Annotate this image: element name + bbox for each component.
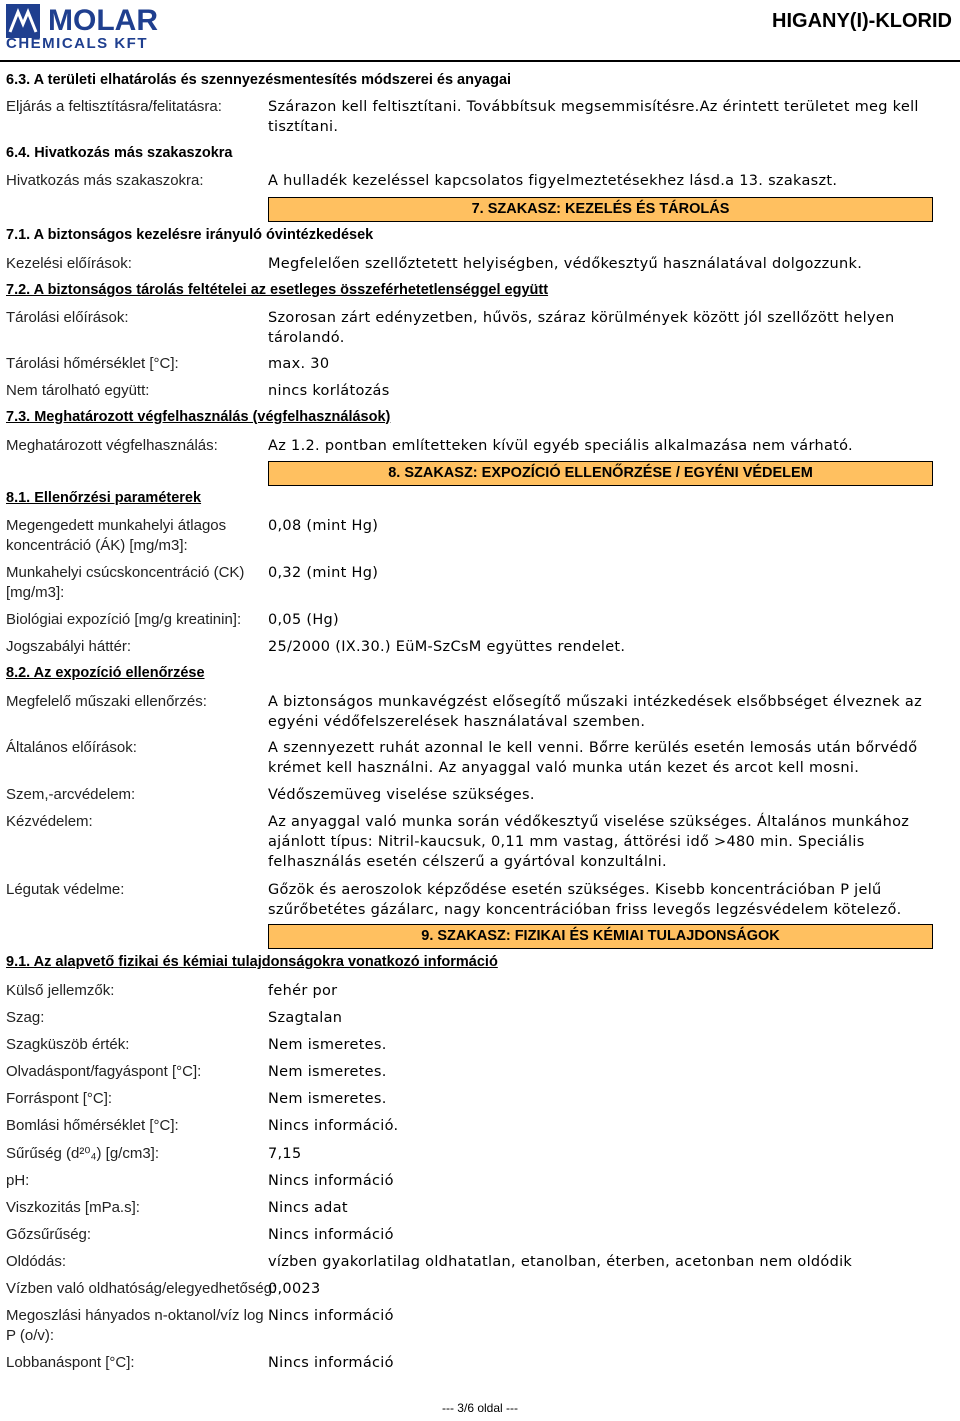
odor-label: Szag: bbox=[6, 1009, 45, 1026]
water-solubility-value: 0,0023 bbox=[268, 1281, 321, 1297]
hand-protection-label: Kézvédelem: bbox=[6, 813, 93, 830]
handling-label: Kezelési előírások: bbox=[6, 255, 132, 272]
partition-coefficient-label: Megoszlási hányados n-oktanol/víz log P (o/v): bbox=[6, 1307, 264, 1344]
section-8-banner: 8. SZAKASZ: EXPOZÍCIÓ ELLENŐRZÉSE / EGYÉNI VÉDELEM bbox=[268, 461, 933, 486]
decomposition-label: Bomlási hőmérséklet [°C]: bbox=[6, 1117, 179, 1134]
respiratory-value: Gőzök és aeroszolok képződése esetén szükséges. Kisebb koncentrációban P jelű szűrőbetétes gázálarc, nagy koncentrációban friss levegős legzésvédelem kötelező. bbox=[268, 882, 902, 918]
odor-threshold-value: Nem ismeretes. bbox=[268, 1037, 387, 1053]
appearance-label: Külső jellemzők: bbox=[6, 982, 115, 999]
flash-point-value: Nincs információ bbox=[268, 1355, 394, 1371]
eye-protection-value: Védőszemüveg viselése szükséges. bbox=[268, 787, 535, 803]
engineering-control-label: Megfelelő műszaki ellenőrzés: bbox=[6, 693, 207, 710]
partition-coefficient-value: Nincs információ bbox=[268, 1308, 394, 1324]
storage-temp-label: Tárolási hőmérséklet [°C]: bbox=[6, 355, 179, 372]
density-label: Sűrűség (d²⁰₄) [g/cm3]: bbox=[6, 1145, 160, 1162]
density-value: 7,15 bbox=[268, 1146, 302, 1162]
vapor-density-value: Nincs információ bbox=[268, 1227, 394, 1243]
section-7-3-heading: 7.3. Meghatározott végfelhasználás (végfelhasználások) bbox=[6, 409, 391, 425]
section-8-1-heading: 8.1. Ellenőrzési paraméterek bbox=[6, 490, 202, 506]
legal-label: Jogszabályi háttér: bbox=[6, 638, 132, 655]
page-header bbox=[0, 0, 960, 60]
section-9-1-heading: 9.1. Az alapvető fizikai és kémiai tulajdonságokra vonatkozó információ bbox=[6, 954, 498, 970]
ph-value: Nincs információ bbox=[268, 1173, 394, 1189]
respiratory-label: Légutak védelme: bbox=[6, 881, 125, 898]
boiling-point-value: Nem ismeretes. bbox=[268, 1091, 387, 1107]
hand-protection-value: Az anyaggal való munka során védőkesztyű viselése szükséges. Általános munkához ajánlott típus: Nitril-kaucsuk, 0,11 mm vastag, áttörési idő >480 min. Speciális felhasználás esetén célszerű a gyártóval konzultálni. bbox=[268, 814, 910, 870]
bio-exposure-label: Biológiai expozíció [mg/g kreatinin]: bbox=[6, 611, 242, 628]
header-divider bbox=[0, 60, 960, 62]
viscosity-value: Nincs adat bbox=[268, 1200, 348, 1216]
melting-point-label: Olvadáspont/fagyáspont [°C]: bbox=[6, 1063, 202, 1080]
bio-exposure-value: 0,05 (Hg) bbox=[268, 612, 340, 628]
ak-label: Megengedett munkahelyi átlagos koncentráció (ÁK) [mg/m3]: bbox=[6, 517, 227, 554]
end-use-label: Meghatározott végfelhasználás: bbox=[6, 437, 218, 454]
reference-value: A hulladék kezeléssel kapcsolatos figyelmeztetésekhez lásd.a 13. szakaszt. bbox=[268, 173, 838, 189]
section-7-1-heading: 7.1. A biztonságos kezelésre irányuló óvintézkedések bbox=[6, 227, 374, 243]
incompatible-value: nincs korlátozás bbox=[268, 383, 390, 399]
legal-value: 25/2000 (IX.30.) EüM-SzCsM együttes rendelet. bbox=[268, 639, 626, 655]
storage-label: Tárolási előírások: bbox=[6, 309, 129, 326]
storage-temp-value: max. 30 bbox=[268, 356, 330, 372]
boiling-point-label: Forráspont [°C]: bbox=[6, 1090, 113, 1107]
section-6-3-heading: 6.3. A területi elhatárolás és szennyezésmentesítés módszerei és anyagai bbox=[6, 72, 512, 88]
melting-point-value: Nem ismeretes. bbox=[268, 1064, 387, 1080]
end-use-value: Az 1.2. pontban említetteken kívül egyéb speciális alkalmazása nem várható. bbox=[268, 438, 853, 454]
engineering-control-value: A biztonságos munkavégzést elősegítő műszaki intézkedések elsőbbséget élveznek az egyéni védőfelszerelések használatával szemben. bbox=[268, 694, 923, 730]
flash-point-label: Lobbanáspont [°C]: bbox=[6, 1354, 135, 1371]
decomposition-value: Nincs információ. bbox=[268, 1118, 399, 1134]
ak-value: 0,08 (mint Hg) bbox=[268, 518, 379, 534]
page-number-footer: --- 3/6 oldal --- bbox=[441, 1401, 518, 1415]
solubility-value: vízben gyakorlatilag oldhatatlan, etanolban, éterben, acetonban nem oldódik bbox=[268, 1254, 853, 1270]
handling-value: Megfelelően szellőztetett helyiségben, védőkesztyű használatával dolgozzunk. bbox=[268, 256, 863, 272]
document-title: HIGANY(I)-KLORID bbox=[772, 10, 952, 32]
section-8-2-heading: 8.2. Az expozíció ellenőrzése bbox=[6, 665, 205, 681]
reference-label: Hivatkozás más szakaszokra: bbox=[6, 172, 204, 189]
logo-text-molar: MOLAR bbox=[48, 4, 158, 37]
odor-threshold-label: Szagküszöb érték: bbox=[6, 1036, 130, 1053]
general-rules-label: Általános előírások: bbox=[6, 739, 137, 756]
incompatible-label: Nem tárolható együtt: bbox=[6, 382, 150, 399]
appearance-value: fehér por bbox=[268, 983, 338, 999]
storage-value: Szorosan zárt edényzetben, hűvös, száraz körülmények között jól szellőzött helyen tárolandó. bbox=[268, 310, 895, 346]
ck-value: 0,32 (mint Hg) bbox=[268, 565, 379, 581]
section-6-4-heading: 6.4. Hivatkozás más szakaszokra bbox=[6, 145, 233, 161]
odor-value: Szagtalan bbox=[268, 1010, 343, 1026]
section-7-2-heading: 7.2. A biztonságos tárolás feltételei az esetleges összeférhetetlenséggel együtt bbox=[6, 282, 549, 298]
water-solubility-label: Vízben való oldhatóság/elegyedhetőség: bbox=[6, 1280, 277, 1297]
solubility-label: Oldódás: bbox=[6, 1253, 67, 1270]
logo-text-chemicals: CHEMICALS KFT bbox=[6, 35, 148, 50]
company-logo bbox=[6, 4, 246, 50]
eye-protection-label: Szem,-arcvédelem: bbox=[6, 786, 136, 803]
vapor-density-label: Gőzsűrűség: bbox=[6, 1226, 92, 1243]
section-9-banner: 9. SZAKASZ: FIZIKAI ÉS KÉMIAI TULAJDONSÁGOK bbox=[268, 924, 933, 949]
viscosity-label: Viszkozitás [mPa.s]: bbox=[6, 1199, 140, 1216]
cleanup-value: Szárazon kell feltisztítani. Továbbítsuk megsemmisítésre.Az érintett területet meg kell tisztítani. bbox=[268, 99, 919, 135]
ph-label: pH: bbox=[6, 1172, 30, 1189]
ck-label: Munkahelyi csúcskoncentráció (CK) [mg/m3]: bbox=[6, 564, 245, 601]
general-rules-value: A szennyezett ruhát azonnal le kell venni. Bőrre kerülés esetén lemosás után bőrvédő krémet kell használni. Az anyaggal való munka után kezet és arcot kell mosni. bbox=[268, 740, 918, 776]
section-7-banner: 7. SZAKASZ: KEZELÉS ÉS TÁROLÁS bbox=[268, 197, 933, 222]
cleanup-label: Eljárás a feltisztításra/felitatásra: bbox=[6, 98, 222, 115]
